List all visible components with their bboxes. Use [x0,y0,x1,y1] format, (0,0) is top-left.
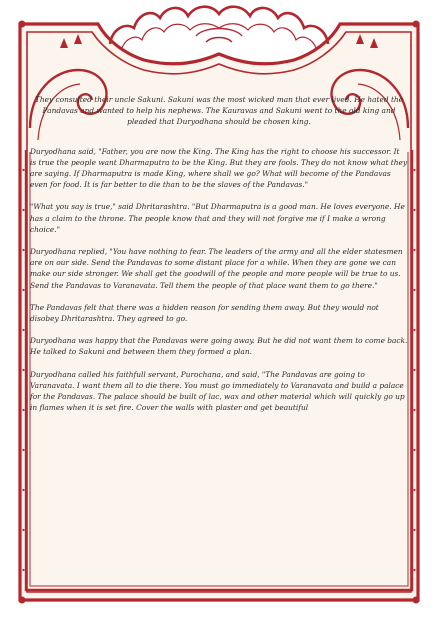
top-left-corner-dot [19,21,26,28]
story-paragraph: "What you say is true," said Dhritarashtra. "But Dharmaputra is a good man. He loves everyone. He has a claim to the throne. The people know that and they will not forgive me if I make a wrong choice." [30,202,405,234]
top-right-corner-dot [413,21,420,28]
story-intro-paragraph: They consulted their uncle Sakuni. Sakuni was the most wicked man that ever lived. He hated the Pandavas and wanted to help his nephews. The Kauravas and Sakuni went to the old king and pleaded that Duryodhana should be chosen king. [34,95,404,127]
story-paragraph: Duryodhana was happy that the Pandavas were going away. But he did not want them to come back. He talked to Sakuni and between them they formed a plan. [30,336,408,357]
story-text [30,94,408,582]
story-paragraph: The Pandavas felt that there was a hidden reason for sending them away. But they would not disobey Dhritarashtra. They agreed to go. [30,302,379,324]
bottom-right-corner-dot [413,597,420,604]
story-paragraph: Duryodhana said, "Father, you are now the King. The King has the right to choose his successor. It is true the people want Dharmaputra to be the King. But they are fools. They do not know what they are saying. If Dharmaputra is made King, where shall we go? What will become of the Pandavas even for food. It is far better to die than to be the slaves of the Pandavas." [30,146,408,190]
top-scallop-ornament [110,7,328,48]
story-paragraph: Duryodhana replied, "You have nothing to fear. The leaders of the army and all the elder statesmen are on our side. Send the Pandavas to some distant place for a while. When they are gone we can make our side stronger. We shall get the goodwill of the people and more people will be true to us. Send the Pandavas to Varanavata. Tell them the people of that place want them to go there." [30,247,403,290]
bottom-left-corner-dot [19,597,26,604]
story-paragraph: Duryodhana called his faithfull servant, Purochana, and said, "The Pandavas are going to Varanavata. I want them all to die there. You must go immediately to Varanavata and build a palace for the Pandavas. The palace should be built of lac, wax and other material which will quickly go up in flames when it is set fire. Cover the walls with plaster and get beautiful [30,369,405,413]
